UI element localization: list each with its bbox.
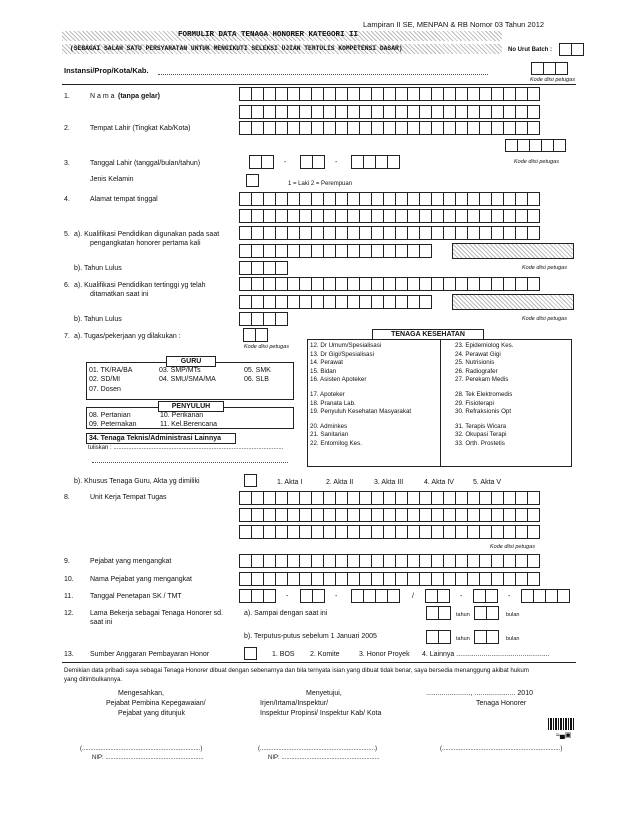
guru-item[interactable]: 06. SLB — [244, 376, 269, 383]
mengesahkan2: Pejabat Pembina Kepegawaian/ — [106, 700, 206, 707]
f12-label: Lama Bekerja sebagai Tenaga Honorer sd. — [90, 610, 223, 617]
jk-box[interactable] — [246, 174, 259, 187]
tgl-lahir-bulan[interactable] — [301, 155, 325, 169]
no-urut-boxes[interactable] — [560, 43, 584, 56]
kesehatan-item[interactable]: 33. Orth. Prostetis — [455, 440, 505, 447]
signature-3[interactable]: (.......................................................................) — [440, 746, 563, 752]
f8-num: 8. — [64, 494, 70, 501]
nama-pejabat-boxes[interactable] — [240, 572, 540, 586]
instansi-line[interactable] — [158, 74, 488, 75]
jk-options: 1 = Laki 2 = Perempuan — [288, 181, 353, 187]
teknis-tuliskan[interactable]: tuliskan : ...................................................................................................... — [88, 445, 284, 451]
lama-bulan-a[interactable] — [475, 606, 499, 620]
kode-petugas-3: Kode diisi petugas — [522, 265, 567, 271]
kesehatan-item[interactable]: 29. Fisioterapi — [455, 399, 494, 407]
dash: - — [460, 593, 463, 600]
kesehatan-divider — [440, 339, 441, 467]
nip-1[interactable]: NIP: ........................................................... — [92, 755, 204, 761]
kode-petugas-5: Kode diisi petugas — [244, 344, 289, 350]
tanggal-line[interactable]: ......................., ..................... 2010 — [426, 690, 533, 697]
kesehatan-item[interactable]: 27. Perekam Medis — [455, 376, 509, 384]
kesehatan-item[interactable]: 18. Pranata Lab. — [310, 399, 356, 407]
teknis-line[interactable] — [92, 462, 288, 463]
kesehatan-item[interactable]: 16. Asisten Apoteker — [310, 376, 367, 384]
f9-num: 9. — [64, 558, 70, 565]
signature-2[interactable]: (.....................................................................) — [258, 746, 378, 752]
slash: / — [412, 593, 414, 600]
tahun-lulus-1[interactable] — [240, 261, 288, 275]
kesehatan-item[interactable]: 21. Sanitarian — [310, 431, 349, 439]
f10-num: 10. — [64, 576, 74, 583]
tenaga-honorer: Tenaga Honorer — [476, 700, 527, 707]
f6-num: 6. — [64, 282, 70, 289]
dash: - — [286, 593, 289, 600]
guru-item[interactable]: 05. SMK — [244, 367, 271, 374]
kesehatan-item[interactable]: 13. Dr Gigi/Spesialisasi — [310, 350, 374, 358]
kualifikasi-2-kode[interactable] — [452, 294, 574, 310]
kualifikasi-2-boxes-2[interactable] — [240, 295, 432, 309]
f10-label: Nama Pejabat yang mengangkat — [90, 576, 192, 583]
f3-num: 3. — [64, 160, 70, 167]
f2-num: 2. — [64, 125, 70, 132]
tempat-lahir-kode[interactable] — [506, 139, 566, 152]
kesehatan-item[interactable]: 23. Epidemiolog Kes. — [455, 342, 514, 349]
teknis-title[interactable]: 34. Tenaga Teknis/Administrasi Lainnya — [86, 433, 236, 444]
f6b-label: b). Tahun Lulus — [74, 316, 122, 323]
tgl-lahir-hari[interactable] — [250, 155, 274, 169]
kesehatan-item[interactable]: 32. Okupasi Terapi — [455, 431, 507, 439]
f1-sub: (tanpa gelar) — [118, 93, 161, 100]
kesehatan-item[interactable]: 12. Dr Umum/Spesialisasi — [310, 342, 382, 349]
statement2: yang ditimbulkannya. — [64, 676, 123, 683]
f8-label: Unit Kerja Tempat Tugas — [90, 494, 167, 501]
kesehatan-item[interactable]: 14. Perawat — [310, 359, 344, 367]
sumber-option: 1. BOS — [272, 651, 295, 658]
f13-label: Sumber Anggaran Pembayaran Honor — [90, 651, 210, 658]
f7a-label: a). Tugas/pekerjaan yg dilakukan : — [74, 333, 181, 340]
mengesahkan: Mengesahkan, — [118, 690, 164, 697]
tahun-label: tahun — [456, 636, 470, 642]
sk-number-boxes[interactable] — [240, 589, 276, 603]
unit-kerja-boxes-1[interactable] — [240, 491, 540, 505]
sumber-option: 3. Honor Proyek — [359, 651, 410, 658]
kesehatan-item[interactable]: 28. Tek Elektromedis — [455, 391, 513, 398]
f9-label: Pejabat yang mengangkat — [90, 558, 172, 565]
instansi-label: Instansi/Prop/Kota/Kab. — [64, 66, 149, 75]
bulan-label: bulan — [506, 612, 520, 618]
kesehatan-item[interactable]: 20. Adminkes — [310, 422, 348, 430]
kesehatan-item[interactable]: 26. Radiografer — [455, 367, 498, 375]
kesehatan-item[interactable]: 31. Terapis Wicara — [455, 422, 507, 430]
kesehatan-item[interactable]: 17. Apoteker — [310, 391, 345, 398]
sumber-option: 2. Komite — [310, 651, 340, 658]
sk-boxes-3[interactable] — [352, 589, 400, 603]
kode-petugas-1: Kode diisi petugas — [530, 77, 575, 83]
lama-tahun-b[interactable] — [427, 630, 451, 644]
guru-item[interactable]: 07. Dosen — [89, 386, 121, 393]
f4-num: 4. — [64, 196, 70, 203]
signature-1[interactable]: (.......................................................................) — [80, 746, 203, 752]
barcode-icon — [548, 718, 574, 730]
f13-num: 13. — [64, 651, 74, 658]
f12-num: 12. — [64, 610, 74, 617]
kode-petugas-6: Kode diisi petugas — [490, 544, 535, 550]
guru-item[interactable]: 02. SD/MI — [89, 376, 121, 383]
bulan-label: bulan — [506, 636, 520, 642]
f11-num: 11. — [64, 593, 74, 600]
menyetujui2: Irjen/Irtama/Inspektur/ — [260, 700, 329, 707]
f4-label: Alamat tempat tinggal — [90, 196, 158, 203]
tmt-boxes-2[interactable] — [474, 589, 498, 603]
tgl-lahir-tahun[interactable] — [352, 155, 400, 169]
separator — [62, 84, 576, 85]
nama-boxes-1[interactable] — [240, 87, 540, 101]
f3-label: Tanggal Lahir (tanggal/bulan/tahun) — [90, 160, 201, 167]
f12b-label: b). Terputus-putus sebelum 1 Januari 2005 — [244, 633, 377, 640]
sumber-box[interactable] — [244, 647, 257, 660]
kode-petugas-2: Kode diisi petugas — [514, 159, 559, 165]
f12a-label: a). Sampai dengan saat ini — [244, 610, 328, 617]
penyuluh-item[interactable]: 09. Peternakan — [89, 421, 137, 428]
tmt-boxes-3[interactable] — [522, 589, 570, 603]
alamat-boxes-1[interactable] — [240, 192, 540, 206]
instansi-kode-boxes[interactable] — [532, 62, 568, 75]
statement: Demikian data pribadi saya sebagai Tenaga Honorer dibuat dengan sebenarnya dan bila ternyata isian yang dibuat tidak benar, saya bersedia menanggung akibat hukum — [64, 667, 529, 674]
dash: - — [335, 159, 338, 166]
kesehatan-item[interactable]: 24. Perawat Gigi — [455, 350, 501, 358]
f5a-label: a). Kualifikasi Pendidikan digunakan pada saat — [74, 231, 220, 238]
no-urut-label: No Urut Batch : — [508, 47, 552, 53]
kesehatan-item[interactable]: 30. Refraksionis Opt — [455, 408, 512, 416]
lampiran-text: Lampiran II SE, MENPAN & RB Nomor 03 Tahun 2012 — [363, 20, 545, 29]
akta-option: 5. Akta V — [473, 479, 502, 486]
f6a-label2: ditamatkan saat ini — [90, 291, 149, 298]
lama-tahun-a[interactable] — [427, 606, 451, 620]
kualifikasi-1-boxes[interactable] — [240, 226, 540, 240]
f12-label2: saat ini — [90, 619, 113, 626]
kode-petugas-4: Kode diisi petugas — [522, 316, 567, 322]
guru-item[interactable]: 01. TK/RA/BA — [89, 367, 133, 374]
form-subtitle: (SEBAGAI SALAH SATU PERSYARATAN UNTUK MENGIKUTI SELEKSI UJIAN TERTULIS KOMPETENSI DASAR) — [70, 45, 403, 52]
jk-label: Jenis Kelamin — [90, 176, 134, 183]
f1-num: 1. — [64, 93, 70, 100]
kualifikasi-2-boxes[interactable] — [240, 277, 540, 291]
f5a-label2: pengangkatan honorer pertama kali — [90, 240, 201, 247]
separator — [62, 662, 576, 663]
form-title: FORMULIR DATA TENAGA HONORER KATEGORI II — [178, 31, 359, 39]
menyetujui3: Inspektur Propinsi/ Inspektur Kab/ Kota — [260, 710, 382, 717]
dash: - — [335, 593, 338, 600]
guru-item[interactable]: 03. SMP/MTs — [159, 367, 201, 374]
kesehatan-title: TENAGA KESEHATAN — [372, 329, 484, 340]
guru-item[interactable]: 04. SMU/SMA/MA — [159, 376, 216, 383]
kesehatan-item[interactable]: 25. Nutrisionis — [455, 359, 495, 367]
kesehatan-item[interactable]: 15. Bidan — [310, 367, 337, 375]
sumber-option: 4. Lainnya ................................................ — [422, 651, 550, 658]
penyuluh-item[interactable]: 08. Pertanian — [89, 412, 131, 419]
alamat-boxes-2[interactable] — [240, 209, 540, 223]
penyuluh-title: PENYULUH — [158, 401, 224, 412]
f2-label: Tempat Lahir (Tingkat Kab/Kota) — [90, 125, 191, 132]
f5b-label: b). Tahun Lulus — [74, 265, 122, 272]
akta-option: 2. Akta II — [326, 479, 354, 486]
f1-label: N a m a — [90, 93, 115, 100]
tempat-lahir-boxes[interactable] — [240, 121, 540, 135]
akta-box[interactable] — [244, 474, 257, 487]
akta-option: 3. Akta III — [374, 479, 404, 486]
penyuluh-item[interactable]: 10. Perikanan — [160, 412, 204, 419]
kualifikasi-1-kode[interactable] — [452, 243, 574, 259]
kesehatan-item[interactable]: 22. Entomilog Kes. — [310, 440, 362, 447]
lama-bulan-b[interactable] — [475, 630, 499, 644]
tahun-lulus-2[interactable] — [240, 312, 288, 326]
unit-kerja-boxes-2[interactable] — [240, 508, 540, 522]
stamp-mark: ≈▄▣ — [556, 732, 572, 739]
unit-kerja-boxes-3[interactable] — [240, 525, 540, 539]
f6a-label: a). Kualifikasi Pendidikan tertinggi yg telah — [74, 282, 206, 289]
akta-option: 4. Akta IV — [424, 479, 454, 486]
mengesahkan3: Pejabat yang ditunjuk — [118, 710, 185, 717]
dash: - — [284, 159, 287, 166]
tmt-boxes-1[interactable] — [426, 589, 450, 603]
penyuluh-item[interactable]: 11. Kel.Berencana — [160, 421, 218, 428]
akta-option: 1. Akta I — [277, 479, 303, 486]
nip-2[interactable]: NIP: ........................................................... — [268, 755, 380, 761]
f11-label: Tanggal Penetapan SK / TMT — [90, 593, 182, 600]
f7-num: 7. — [64, 333, 70, 340]
tugas-kode-boxes[interactable] — [244, 328, 268, 342]
dash: - — [508, 593, 511, 600]
f5-num: 5. — [64, 231, 70, 238]
nama-boxes-2[interactable] — [240, 105, 540, 119]
kesehatan-item[interactable]: 19. Penyuluh Kesehatan Masyarakat — [310, 408, 412, 416]
kualifikasi-1-boxes-2[interactable] — [240, 244, 432, 258]
pejabat-boxes[interactable] — [240, 554, 540, 568]
sk-boxes-2[interactable] — [301, 589, 325, 603]
guru-title: GURU — [166, 356, 216, 367]
tahun-label: tahun — [456, 612, 470, 618]
menyetujui: Menyetujui, — [306, 690, 342, 697]
f7b-label: b). Khusus Tenaga Guru, Akta yg dimiliki — [74, 478, 200, 485]
